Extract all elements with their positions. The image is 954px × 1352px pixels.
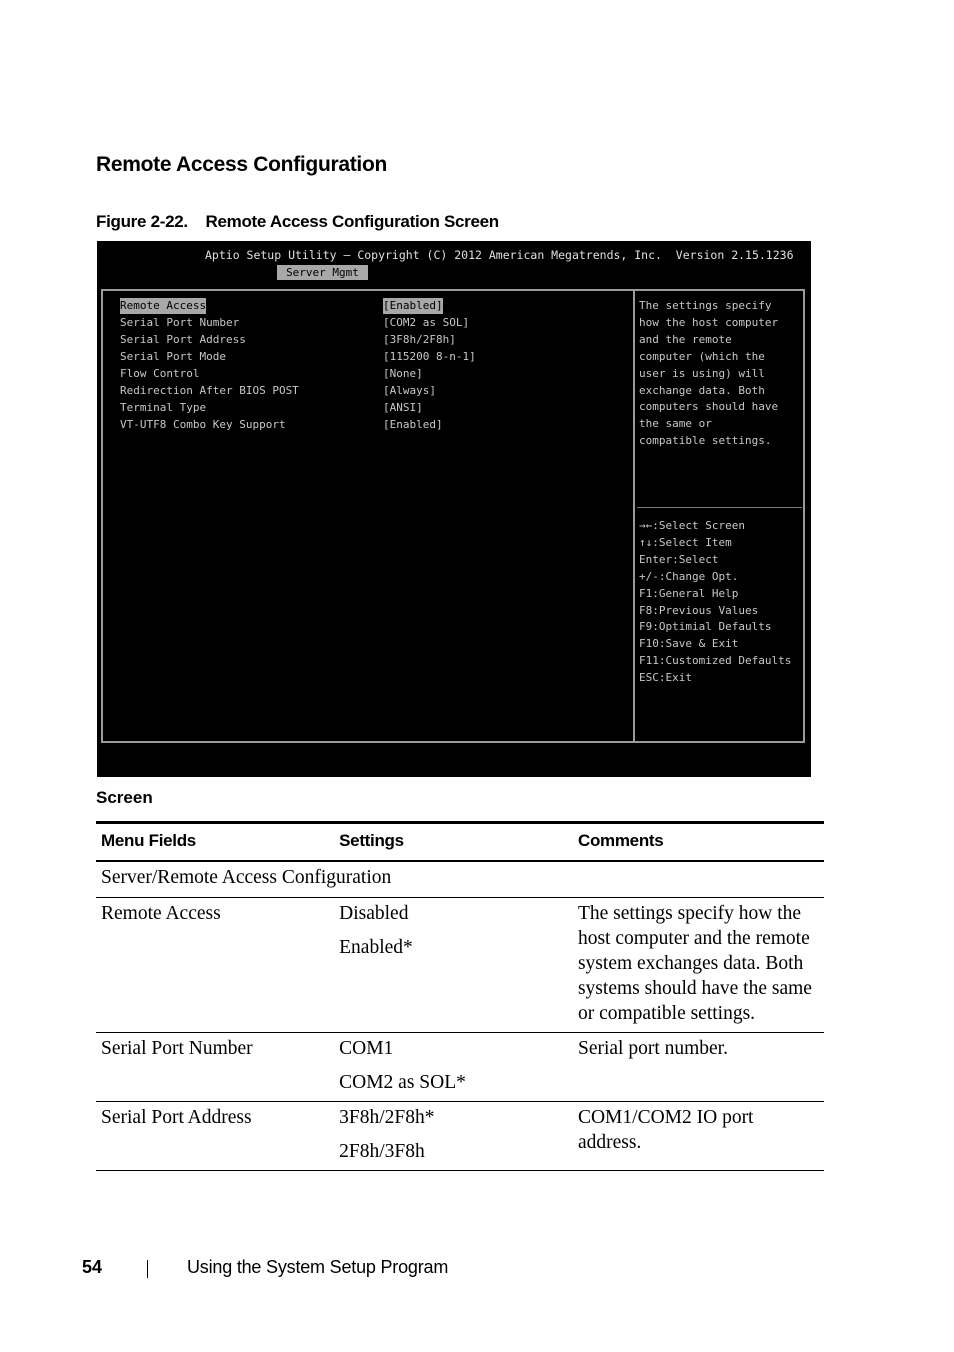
table-subheading: Server/Remote Access Configuration [101, 867, 392, 888]
bios-help-line: computer (which the [639, 349, 765, 363]
bios-field-serial-port-number[interactable]: Serial Port Number [120, 316, 240, 329]
bios-help-line: and the remote [639, 332, 732, 346]
header-settings: Settings [339, 831, 404, 850]
bios-key-select-item: ↑↓:Select Item [639, 535, 732, 549]
bios-field-serial-port-mode[interactable]: Serial Port Mode [120, 350, 226, 363]
bios-field-redirection-after-post[interactable]: Redirection After BIOS POST [120, 384, 299, 397]
bios-value-redirection-after-post[interactable]: [Always] [383, 384, 436, 397]
bios-help-line: exchange data. Both [639, 383, 765, 397]
bios-value-serial-port-address[interactable]: [3F8h/2F8h] [383, 333, 456, 346]
bios-help-line: computers should have [639, 400, 779, 414]
bios-header: Aptio Setup Utility – Copyright (C) 2012 American Megatrends, Inc. Version 2.15.1236 [205, 248, 794, 262]
row-settings [334, 1033, 573, 1102]
bios-key-enter: Enter:Select [639, 552, 719, 566]
bios-key-f11: F11:Customized Defaults [639, 654, 792, 668]
row-field: Serial Port Number [101, 1038, 253, 1059]
bios-key-change-opt: +/-:Change Opt. [639, 569, 739, 583]
bios-value-remote-access[interactable]: [Enabled] [383, 299, 443, 312]
bios-screenshot [97, 241, 811, 777]
bios-key-legend [639, 518, 791, 687]
footer-chapter-title: Using the System Setup Program [187, 1257, 449, 1277]
bios-field-serial-port-address[interactable]: Serial Port Address [120, 333, 246, 346]
bios-value-serial-port-number[interactable]: [COM2 as SOL] [383, 316, 470, 329]
row-comment: COM1/COM2 IO port address. [577, 1107, 754, 1153]
bios-key-esc: ESC:Exit [639, 671, 692, 685]
setting-option: Disabled [339, 903, 409, 924]
bios-field-flow-control[interactable]: Flow Control [120, 367, 200, 380]
bios-key-f10: F10:Save & Exit [639, 637, 739, 651]
row-field: Remote Access [101, 903, 221, 924]
bios-value-flow-control[interactable]: [None] [383, 367, 423, 380]
table-subheading-row [96, 861, 824, 898]
settings-table [96, 821, 824, 1171]
bios-key-select-screen: →←:Select Screen [639, 519, 745, 532]
setting-option: Enabled* [339, 937, 413, 958]
setting-option: COM1 [339, 1038, 394, 1059]
table-row [96, 898, 824, 1033]
header-menu-fields: Menu Fields [101, 831, 196, 850]
table-row [96, 1033, 824, 1102]
bios-help-line: how the host computer [639, 315, 779, 329]
table-header-row [96, 823, 824, 862]
row-comment: The settings specify how the host computer and the remote system exchanges data. Both systems should have the same or compatible settings. [577, 903, 812, 1024]
bios-help-line: user is using) will [639, 366, 765, 380]
bios-value-serial-port-mode[interactable]: [115200 8-n-1] [383, 350, 476, 363]
bios-key-f1: F1:General Help [639, 586, 739, 600]
bios-key-f8: F8:Previous Values [639, 603, 759, 617]
bios-key-f9: F9:Optimial Defaults [639, 620, 772, 634]
setting-option: 3F8h/2F8h* [339, 1107, 435, 1128]
bios-divider [633, 289, 635, 743]
bios-help-text [639, 298, 778, 450]
setting-option: 2F8h/3F8h [339, 1141, 425, 1162]
table-row [96, 1102, 824, 1171]
header-comments: Comments [577, 831, 664, 850]
bios-help-line: compatible settings. [639, 434, 772, 448]
bios-field-terminal-type[interactable]: Terminal Type [120, 401, 207, 414]
footer-separator [147, 1260, 148, 1278]
setting-option: COM2 as SOL* [339, 1072, 466, 1093]
row-comment: Serial port number. [577, 1038, 728, 1059]
bios-tab-server-mgmt[interactable]: Server Mgmt [277, 265, 368, 280]
bios-value-terminal-type[interactable]: [ANSI] [383, 401, 423, 414]
bios-value-vt-utf8-combo-key[interactable]: [Enabled] [383, 418, 443, 431]
bios-help-separator [637, 507, 802, 508]
section-title: Remote Access Configuration [96, 153, 388, 176]
bios-field-remote-access[interactable]: Remote Access [120, 299, 207, 312]
bios-help-line: The settings specify [639, 299, 772, 312]
figure-caption: Figure 2-22. Remote Access Configuration Screen [96, 212, 499, 231]
row-field: Serial Port Address [101, 1107, 252, 1128]
bios-help-line: the same or [639, 417, 712, 431]
page-number: 54 [82, 1257, 103, 1277]
bios-field-vt-utf8-combo-key[interactable]: VT-UTF8 Combo Key Support [120, 418, 286, 431]
row-settings [334, 898, 573, 1033]
row-settings [334, 1102, 573, 1171]
screen-label: Screen [96, 788, 153, 807]
